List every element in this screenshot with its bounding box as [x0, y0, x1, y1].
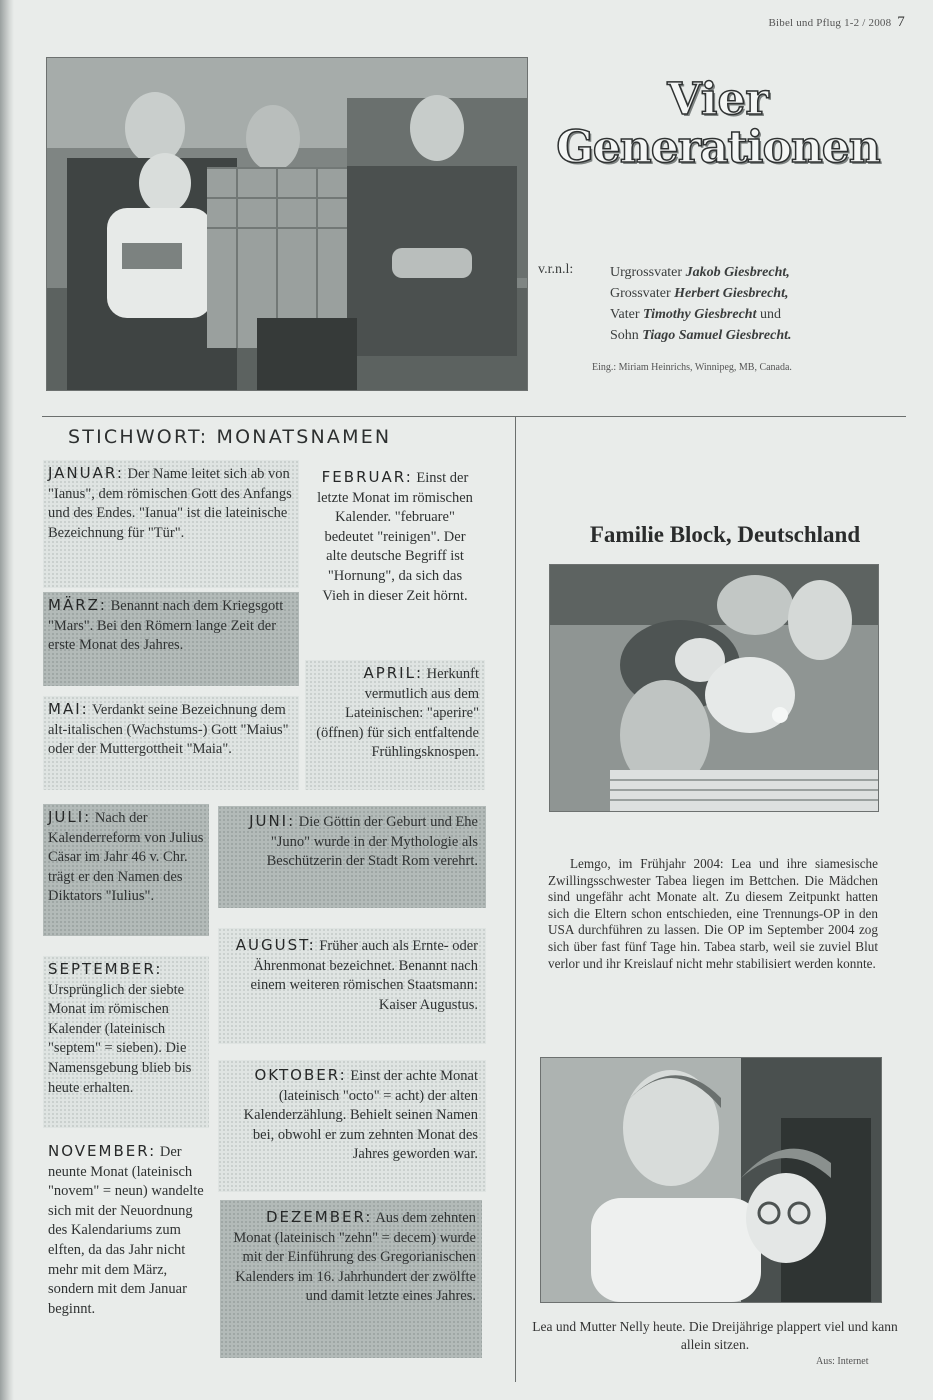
month-box-april [305, 660, 485, 790]
caption-person: Grossvater Herbert Giesbrecht, [610, 286, 789, 301]
lea-photo-caption: Lea und Mutter Nelly heute. Die Dreijährige plappert viel und kann allein sitzen. [532, 1319, 898, 1352]
horizontal-divider [42, 416, 906, 417]
person-name: Tiago Samuel Giesbrecht. [642, 328, 792, 343]
month-text: Der Name leitet sich ab von "Ianus", dem römischen Gott des Anfangs und des Endes. "Ianua" ist die lateinische Bezeichnung für "Tür". [48, 466, 292, 541]
block-source: Aus: Internet [816, 1356, 869, 1367]
month-text: Verdankt seine Bezeichnung dem alt-italischen (Wachstums-) Gott "Maius" oder der Muttergottheit "Maia". [48, 702, 289, 758]
vertical-divider [515, 416, 516, 1382]
four-generations-photo [46, 57, 528, 391]
block-article-body: Lemgo, im Frühjahr 2004: Lea und ihre siamesische Zwillingsschwester Tabea liegen im Bettchen. Die Mädchen sind ungefähr acht Monate alt. Zu diesem Zeitpunkt hatten sich die Eltern schon entschieden, eine Trennungs-OP in den USA durchführen zu lassen. Die OP im September 2004 zog sich über fast fünf Tage hin. Tabea starb, weil sie zuviel Blut verlor und ihr Kreislauf nicht mehr stabilisiert werden konnte. [548, 856, 878, 971]
month-box-august [218, 928, 486, 1044]
month-text: Einst der letzte Monat im römischen Kalender. "februare" bedeutet "reinigen". Der alte deutsche Begriff ist "Hornung", da sich das Vieh in dieser Zeit hörnt. [317, 470, 473, 604]
month-name: JUNI: [249, 812, 296, 830]
month-text: Nach der Kalenderreform von Julius Cäsar im Jahr 46 v. Chr. trägt er den Namen des Diktators "Iulius". [48, 810, 204, 905]
month-box-november [43, 1138, 209, 1360]
month-text: Einst der achte Monat (lateinisch "octo" = acht) der alten Kalenderzählung. Behielt seinen Namen bei, obwohl er zum zehnten Monat des Jahres geworden war. [243, 1068, 478, 1163]
four-generations-title [538, 74, 898, 173]
caption-person: Urgrossvater Jakob Giesbrecht, [610, 265, 790, 280]
month-box-januar [43, 460, 299, 588]
month-text: Herkunft vermutlich aus dem Lateinischen: "aperire" (öffnen) für sich entfaltende Frühlingsknospen. [316, 666, 479, 761]
twins-photo [549, 564, 879, 812]
month-name: MAI: [48, 700, 89, 718]
block-article-title: Familie Block, Deutschland [589, 522, 861, 547]
page-binding-shadow [0, 0, 14, 1400]
page-number: 7 [897, 14, 905, 30]
month-text: Ursprünglich der siebte Monat im römischen Kalender (lateinisch "septem" = sieben). Die Namensgebung blieb bis heute erhalten. [48, 981, 192, 1096]
caption-lead: v.r.n.l: [538, 262, 574, 277]
month-box-maerz [43, 592, 299, 686]
photo-source: Eing.: Miriam Heinrichs, Winnipeg, MB, Canada. [592, 362, 792, 373]
caption-person: Sohn Tiago Samuel Giesbrecht. [610, 328, 792, 343]
month-text: Der neunte Monat (lateinisch "novem" = neun) wandelte sich mit der Neuordnung des Kalendariums zum elften, da das Jahr nicht mehr mit dem März, sondern mit dem Januar beginnt. [48, 1144, 204, 1317]
month-text: Aus dem zehnten Monat (lateinisch "zehn" = decem) wurde mit der Einführung des Gregorianischen Kalenders im 16. Jahrhundert der zwölfte und damit letzte eines Jahres. [233, 1210, 476, 1305]
person-name: Timothy Giesbrecht [643, 307, 757, 322]
month-text: Die Göttin der Geburt und Ehe "Juno" wurde in der Mythologie als Beschützerin der Stadt Rom verehrt. [266, 814, 478, 870]
month-text: Früher auch als Ernte- oder Ährenmonat bezeichnet. Benannt nach einem weiteren römischen Staatsmann: Kaiser Augustus. [250, 938, 478, 1013]
month-name: JULI: [48, 808, 92, 826]
month-name: JANUAR: [48, 464, 124, 482]
month-box-oktober [218, 1060, 486, 1192]
month-name: APRIL: [363, 664, 424, 682]
month-name: DEZEMBER: [265, 1208, 373, 1226]
month-name: AUGUST: [235, 936, 316, 954]
month-name: FEBRUAR: [321, 468, 413, 486]
person-name: Herbert Giesbrecht, [674, 286, 789, 301]
stichwort-heading: STICHWORT: MONATSNAMEN [68, 426, 392, 448]
month-box-september [43, 956, 209, 1128]
month-name: NOVEMBER: [48, 1142, 157, 1160]
lea-and-mother-photo [540, 1057, 882, 1303]
month-box-juni [218, 806, 486, 908]
month-name: OKTOBER: [254, 1066, 347, 1084]
running-header [768, 14, 905, 31]
caption-person: Vater Timothy Giesbrecht und [610, 307, 781, 322]
title-line-generationen: Generationen [556, 122, 880, 173]
month-box-dezember [220, 1200, 482, 1358]
person-name: Jakob Giesbrecht, [685, 265, 790, 280]
month-box-mai [43, 696, 299, 790]
month-name: MÄRZ: [48, 596, 107, 614]
month-box-februar [305, 464, 485, 650]
month-text: Benannt nach dem Kriegsgott "Mars". Bei den Römern lange Zeit der erste Monat des Jahres. [48, 598, 284, 654]
month-box-juli [43, 804, 209, 936]
title-line-vier: Vier [667, 74, 769, 125]
running-title: Bibel und Pflug 1-2 / 2008 [768, 17, 892, 29]
month-name: SEPTEMBER: [48, 960, 163, 978]
